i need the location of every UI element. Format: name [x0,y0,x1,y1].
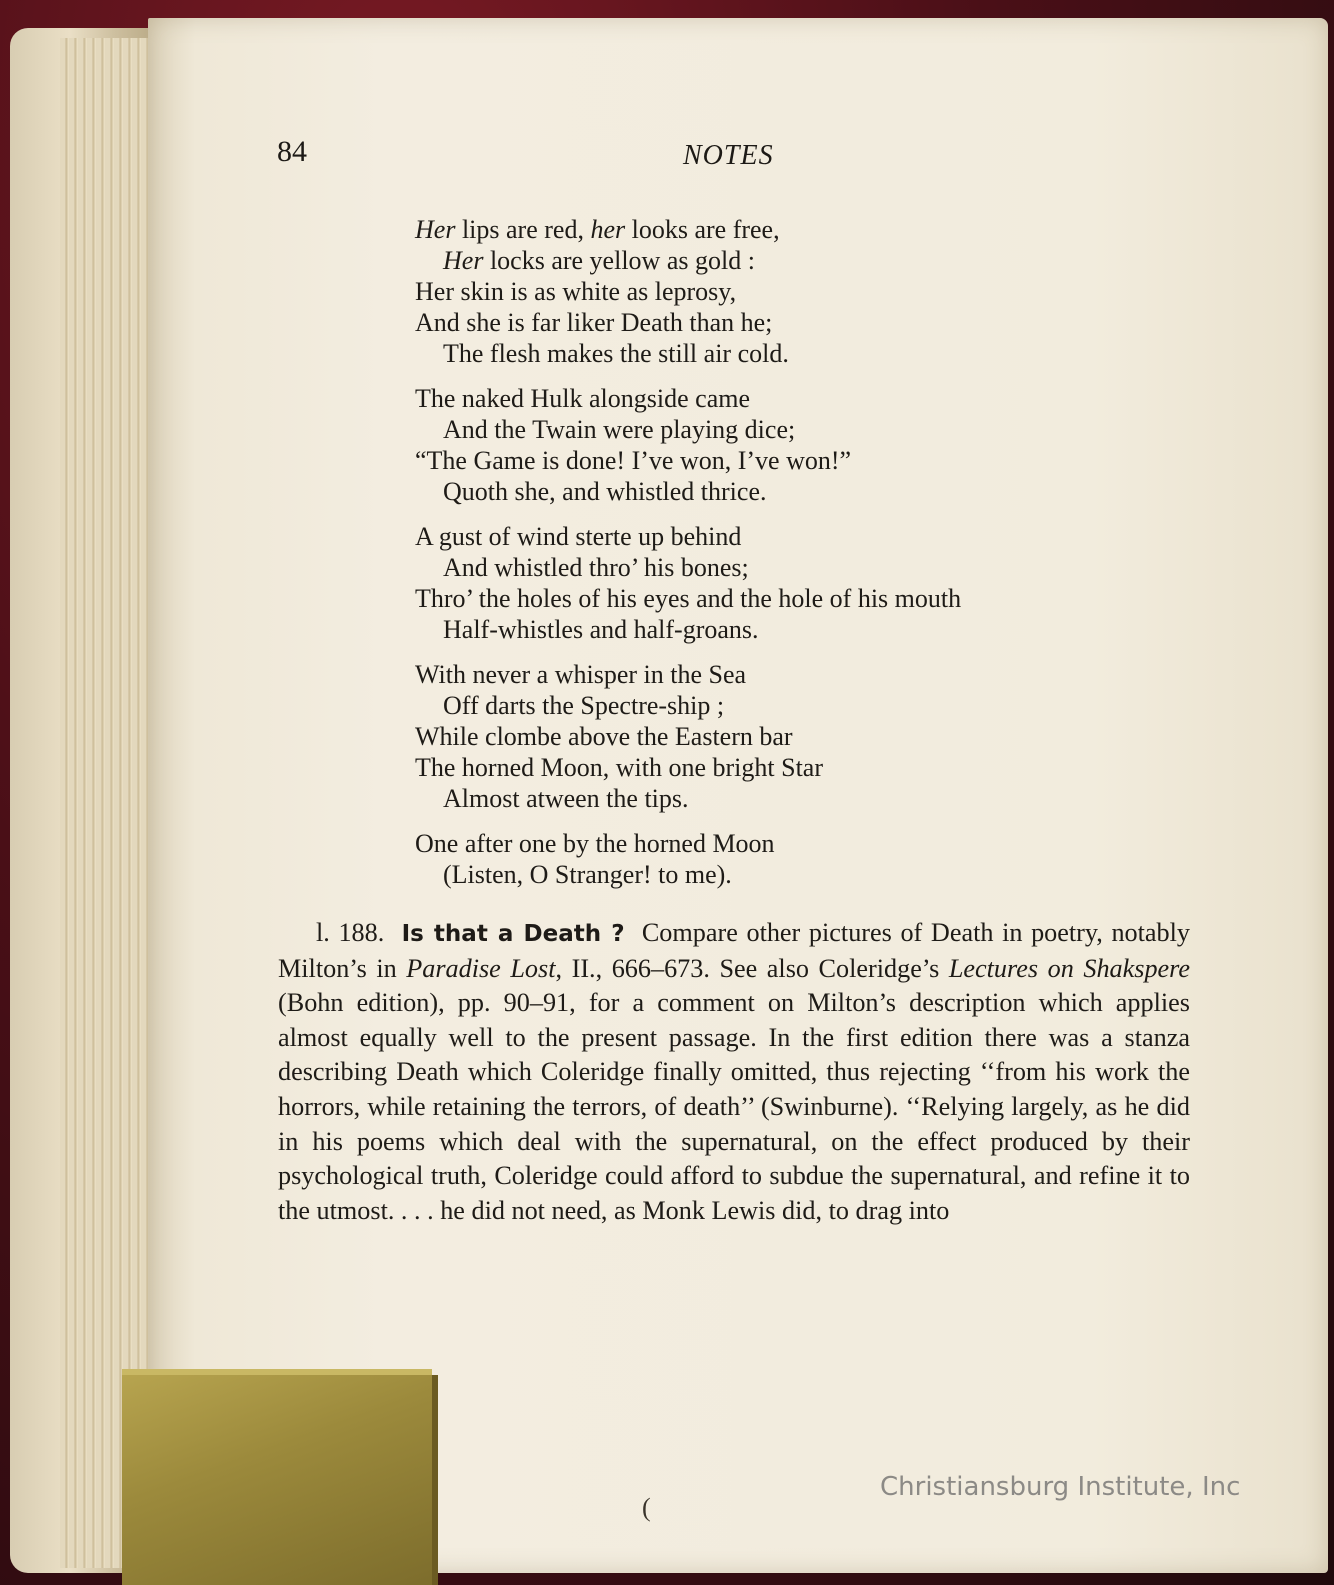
poem-line: With never a whisper in the Sea [415,660,747,689]
poem-line: And whistled thro’ his bones; [443,553,749,582]
poem-line: Almost atween the tips. [443,784,689,813]
poem-line: (Listen, O Stranger! to me). [443,860,732,889]
poem-line: Her lips are red, her looks are free, [415,215,780,244]
book-title: Paradise Lost [406,953,556,983]
page-mark: ( [642,1493,651,1522]
line-reference: l. 188. [316,918,385,947]
poem-line: The horned Moon, with one bright Star [415,753,823,782]
note-lemma: Is that a Death ? [401,921,625,947]
poem-line: And she is far liker Death than he; [415,308,773,337]
poem-quotation [415,214,1215,904]
poem-line: One after one by the horned Moon [415,829,775,858]
stanza [415,521,1215,645]
poem-line: Half-whistles and half-groans. [443,615,759,644]
poem-line: Off darts the Spectre-ship ; [443,691,725,720]
poem-line: Her skin is as white as leprosy, [415,277,737,306]
poem-line: Her locks are yellow as gold : [443,246,755,275]
watermark: Christiansburg Institute, Inc [880,1472,1241,1502]
stanza [415,828,1215,890]
poem-line: And the Twain were playing dice; [443,415,796,444]
stanza [415,214,1215,369]
page-stack [60,38,160,1568]
poem-line: A gust of wind sterte up behind [415,522,742,551]
poem-line: While clombe above the Eastern bar [415,722,793,751]
poem-line: The flesh makes the still air cold. [443,339,789,368]
stanza [415,383,1215,507]
running-head: NOTES [683,140,774,171]
poem-line: The naked Hulk alongside came [415,384,750,413]
stanza [415,659,1215,814]
page-number: 84 [277,135,307,168]
poem-line: Quoth she, and whistled thrice. [443,477,767,506]
poem-line: “The Game is done! I’ve won, I’ve won!” [415,446,852,475]
poem-line: Thro’ the holes of his eyes and the hole of his mouth [415,584,962,613]
book-title: Lectures on Shakspere [948,953,1191,983]
brass-clip [122,1375,432,1585]
note-paragraph: l. 188. Is that a Death ? Compare other pictures of Death in poetry, notably Milton’s in Paradise Lost, II., 666–673. See also Coleridge’s Lectures on Shakspere (Bohn edition), pp. 90–91, for a comment on Milton’s description which applies almost equally well to the present passage. In the first edition there was a stanza describing Death which Coleridge finally omitted, thus rejecting ‘‘from his work the horrors, while retaining the terrors, of death’’ (Swinburne). ‘‘Relying largely, as he did in his poems which deal with the supernatural, on the effect produced by their psychological truth, Coleridge could afford to subdue the supernatural, and refine it to the utmost. . . . he did not need, as Monk Lewis did, to drag into [278,918,1191,1225]
